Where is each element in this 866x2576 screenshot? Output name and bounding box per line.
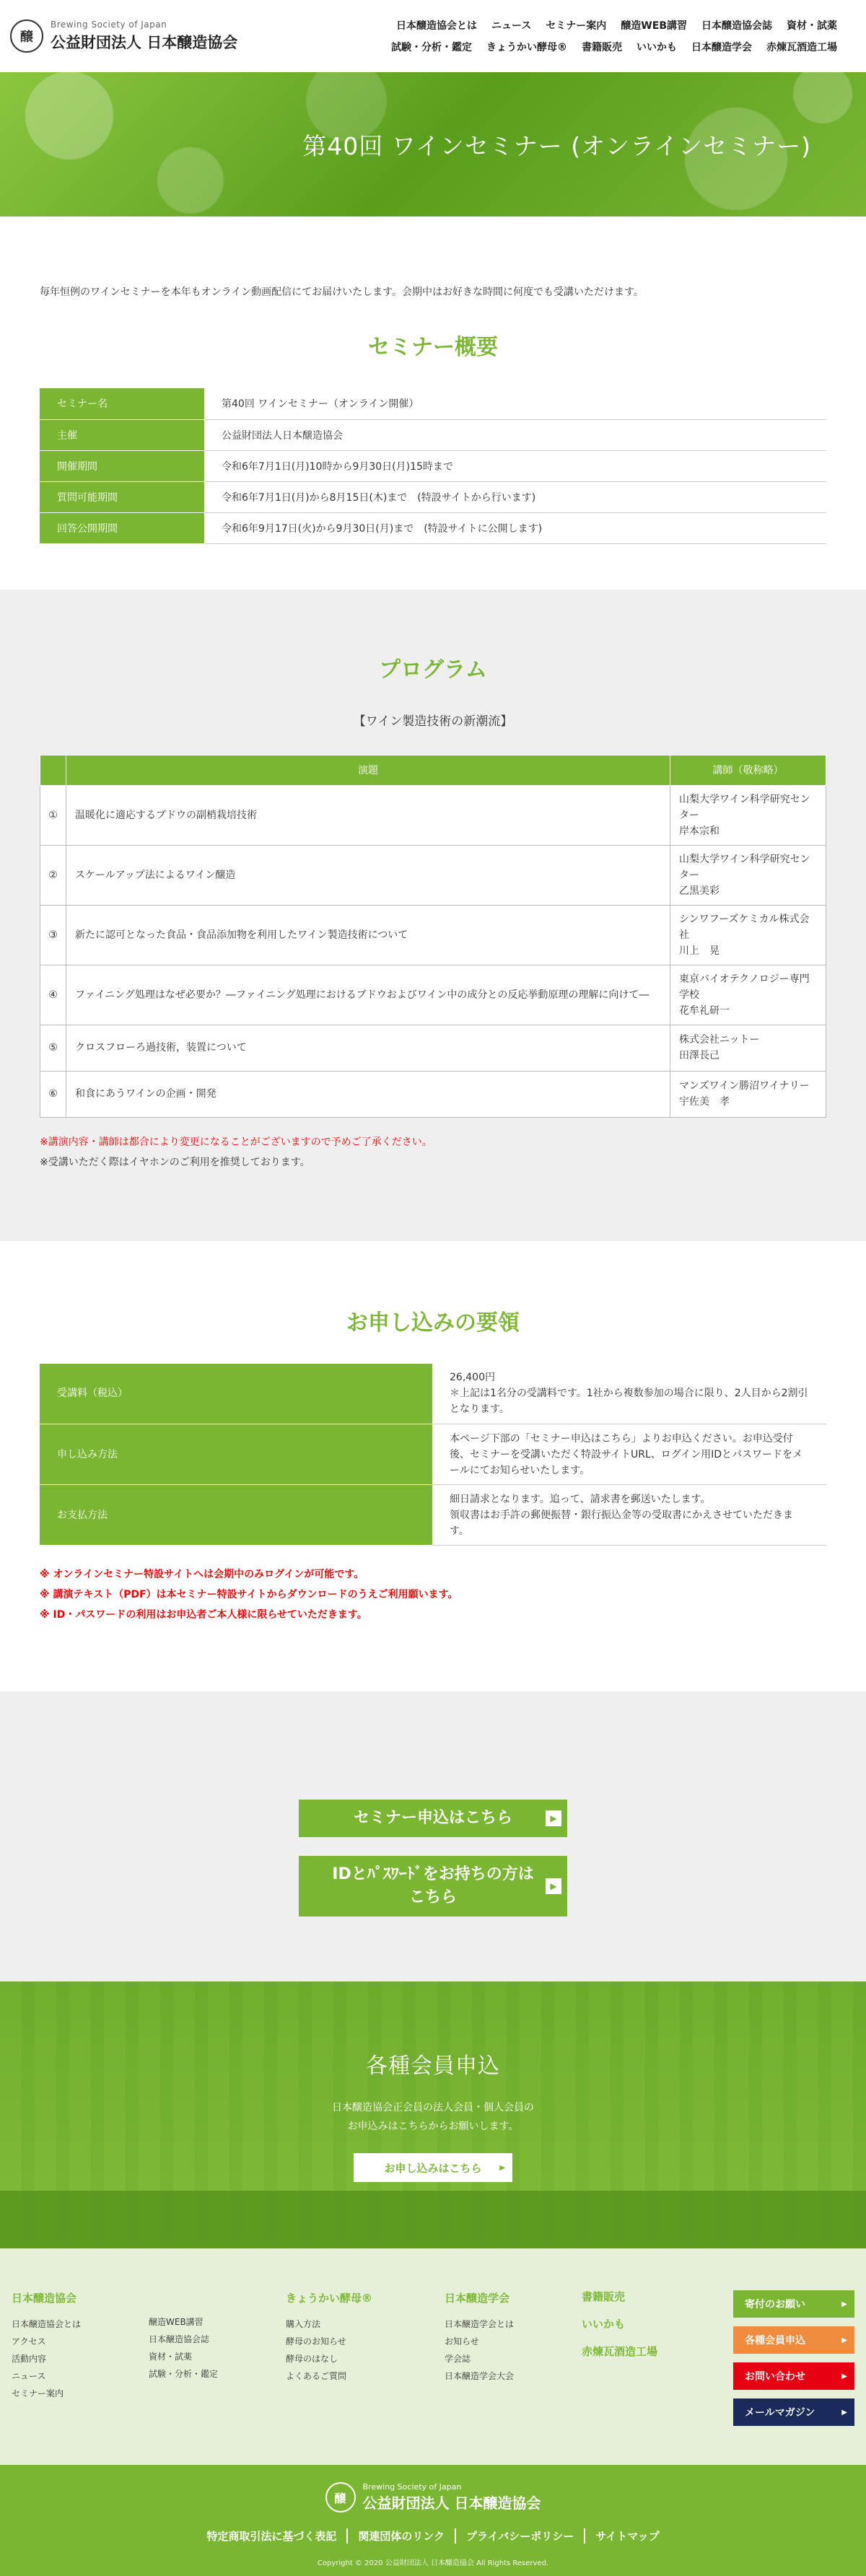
apply-notes xyxy=(40,1564,826,1625)
row-topic: スケールアップ法によるワイン醸造 xyxy=(66,845,670,905)
footer-link[interactable]: 酵母のお知らせ xyxy=(286,2336,346,2347)
program-table xyxy=(40,755,826,1118)
speaker-affil: 株式会社ニットー xyxy=(679,1034,760,1046)
footer-link[interactable]: セミナー案内 xyxy=(12,2388,64,2398)
apply-note: ※ オンラインセミナー特設サイトへは会期中のみログインが可能です。 xyxy=(40,1569,364,1580)
table-row xyxy=(40,512,826,543)
donation-label: 寄付のお願い xyxy=(745,2299,805,2310)
row-label: 回答公開期間 xyxy=(40,512,204,543)
membership-label: 各種会員申込 xyxy=(745,2335,805,2347)
row-label: 申し込み方法 xyxy=(40,1424,432,1485)
footer-col-other xyxy=(582,2283,719,2465)
row-topic: 和食にあうワインの企画・開発 xyxy=(66,1071,670,1117)
row-value: 第40回 ワインセミナー（オンライン開催） xyxy=(204,388,826,419)
site-header xyxy=(0,0,866,72)
speaker-affil: シンワフーズケミカル株式会社 xyxy=(679,913,810,941)
speaker-name: 花牟礼研一 xyxy=(679,1004,730,1017)
arrow-right-icon: ▶ xyxy=(841,2408,847,2417)
nav-item-news[interactable]: ニュース xyxy=(491,20,532,32)
table-row xyxy=(40,419,826,450)
hero-banner xyxy=(0,72,866,216)
logo-text-en: Brewing Society of Japan xyxy=(51,19,167,30)
footer-link[interactable]: 学会誌 xyxy=(445,2354,471,2364)
speaker-name: 宇佐美 孝 xyxy=(679,1096,730,1108)
apply-section xyxy=(0,1241,866,1692)
footer-buttons xyxy=(733,2290,854,2465)
row-label: 受講料（税込） xyxy=(40,1364,432,1424)
arrow-right-icon: ▶ xyxy=(499,2163,505,2172)
logo-text-ja: 公益財団法人 日本醸造協会 xyxy=(51,34,238,51)
fee-amount: 26,400円 xyxy=(450,1372,495,1384)
login-button[interactable] xyxy=(299,1856,567,1916)
row-value: 令和6年7月1日(月)から8月15日(木)まで (特設サイトから行います) xyxy=(204,481,826,512)
payment-line: 領収書はお手許の郵便振替・銀行振込金等の受取書にかえさせていただきます。 xyxy=(450,1509,793,1537)
row-number: ⑥ xyxy=(40,1071,66,1117)
speaker-affil: マンズワイン勝沼ワイナリー xyxy=(679,1080,810,1092)
login-label: IDとﾊﾟｽﾜｰﾄﾞをお持ちの方はこちら xyxy=(332,1865,534,1906)
seminar-apply-button[interactable] xyxy=(299,1800,567,1837)
speaker-name: 乙黒美彩 xyxy=(679,885,720,897)
footer-link[interactable]: 購入方法 xyxy=(286,2319,321,2329)
row-speaker xyxy=(670,1025,826,1071)
footer-link[interactable]: 活動内容 xyxy=(12,2354,47,2364)
footer-logo[interactable] xyxy=(325,2482,541,2513)
nav-item-seminar[interactable]: セミナー案内 xyxy=(546,20,607,32)
row-label: 質問可能期間 xyxy=(40,481,204,512)
nav-item-about[interactable]: 日本醸造協会とは xyxy=(396,20,477,32)
nav-item-web-course[interactable]: 醸造WEB講習 xyxy=(621,20,687,32)
overview-table xyxy=(40,388,826,544)
row-value xyxy=(432,1485,826,1546)
row-speaker xyxy=(670,965,826,1025)
footer-bottom-nav xyxy=(196,2528,669,2544)
arrow-right-icon: ▶ xyxy=(841,2336,847,2344)
nav-item-books[interactable]: 書籍販売 xyxy=(582,42,622,53)
membership-button[interactable] xyxy=(733,2326,854,2354)
table-row xyxy=(40,905,826,965)
row-value: 本ページ下部の「セミナー申込はこちら」よりお申込ください。お申込受付後、セミナーを受講いただく特設サイトURL、ログイン用IDとパスワードをメールにてお知らせいたします。 xyxy=(432,1424,826,1485)
footer-link[interactable]: お知らせ xyxy=(445,2336,479,2347)
nav-item-iikamo[interactable]: いいかも xyxy=(637,42,677,53)
member-apply-label: お申し込みはこちら xyxy=(384,2161,482,2175)
footer-logo-en: Brewing Society of Japan xyxy=(362,2482,462,2492)
footer-col-society xyxy=(445,2290,582,2465)
apply-table xyxy=(40,1364,826,1546)
table-row xyxy=(40,450,826,481)
apply-title: お申し込みの要領 xyxy=(346,1310,520,1336)
speaker-name: 田澤長己 xyxy=(679,1050,720,1061)
footer-col-title[interactable]: 日本醸造学会 xyxy=(445,2292,510,2305)
row-topic: ファイニング処理はなぜ必要か？―ファイニング処理におけるブドウおよびワイン中の成分との反応挙動原理の理解に向けて― xyxy=(66,965,670,1025)
contact-button[interactable] xyxy=(733,2362,854,2390)
footer-link[interactable]: 資材・試薬 xyxy=(149,2352,193,2362)
row-value: 令和6年7月1日(月)10時から9月30日(月)15時まで xyxy=(204,450,826,481)
table-header-row xyxy=(40,755,826,785)
row-label: 開催期間 xyxy=(40,450,204,481)
apply-note: ※ 講演テキスト（PDF）は本セミナー特設サイトからダウンロードのうえご利用願います。 xyxy=(40,1589,458,1600)
arrow-right-icon: ▶ xyxy=(546,1878,561,1894)
row-speaker xyxy=(670,1071,826,1117)
footer-col-services xyxy=(149,2290,286,2465)
footer-logo-ja: 公益財団法人 日本醸造協会 xyxy=(362,2494,541,2512)
footer-link[interactable]: 日本醸造協会とは xyxy=(12,2319,82,2329)
logo-mark: 醸 xyxy=(10,19,43,53)
row-label: セミナー名 xyxy=(40,388,204,419)
program-note-earphone: ※受講いただく際はイヤホンのご利用を推奨しております。 xyxy=(40,1156,310,1168)
table-row xyxy=(40,1025,826,1071)
col-speaker: 講師（敬称略） xyxy=(670,755,826,785)
table-row xyxy=(40,1485,826,1546)
overview-title: セミナー概要 xyxy=(368,335,498,360)
payment-line: 細日請求となります。追って、請求書を郵送いたします。 xyxy=(450,1493,711,1505)
speaker-affil: 東京バイオテクノロジー専門学校 xyxy=(679,973,810,1001)
newsletter-button[interactable] xyxy=(733,2398,854,2426)
site-logo[interactable] xyxy=(10,19,237,53)
footer-bottom xyxy=(0,2465,866,2576)
table-row xyxy=(40,1364,826,1424)
footer-link[interactable]: 醸造WEB講習 xyxy=(149,2317,204,2327)
global-nav xyxy=(391,18,837,54)
fee-note: ＊上記は1名分の受講料です。1社から複数参加の場合に限り、2人目から2割引となります。 xyxy=(450,1388,808,1416)
arrow-right-icon: ▶ xyxy=(841,2372,847,2380)
footer-nav-legal[interactable]: 特定商取引法に基づく表記 xyxy=(206,2530,337,2543)
overview-section xyxy=(0,216,866,544)
copyright: Copyright © 2020 公益財団法人 日本醸造協会 All Rights Reserved. xyxy=(317,2559,549,2567)
member-desc-line: 日本醸造協会正会員の法人会員・個人会員の xyxy=(332,2102,534,2113)
donation-button[interactable] xyxy=(733,2290,854,2318)
table-row xyxy=(40,481,826,512)
footer-col-yeast xyxy=(286,2290,445,2465)
row-number: ④ xyxy=(40,965,66,1025)
intro-text: 毎年恒例のワインセミナーを本年もオンライン動画配信にてお届けいたします。会期中はお好きな時間に何度でも受講いただけます。 xyxy=(40,286,644,298)
footer-link-brewery[interactable]: 赤煉瓦酒造工場 xyxy=(582,2345,658,2358)
row-number: ⑤ xyxy=(40,1025,66,1071)
row-speaker xyxy=(670,845,826,905)
row-number: ③ xyxy=(40,905,66,965)
footer-link[interactable]: アクセス xyxy=(12,2336,46,2347)
footer-col-title[interactable]: きょうかい酵母® xyxy=(286,2292,373,2305)
page-title: 第40回 ワインセミナー (オンラインセミナー) xyxy=(302,131,811,160)
member-desc xyxy=(332,2098,534,2136)
row-topic: 温暖化に適応するブドウの副梢栽培技術 xyxy=(66,785,670,845)
footer-links xyxy=(0,2248,866,2465)
table-row xyxy=(40,388,826,419)
seminar-apply-label: セミナー申込はこちら xyxy=(353,1809,512,1827)
row-value: 公益財団法人日本醸造協会 xyxy=(204,419,826,450)
row-topic: クロスフローろ過技術，装置について xyxy=(66,1025,670,1071)
member-apply-button[interactable] xyxy=(354,2153,512,2182)
row-label: 主催 xyxy=(40,419,204,450)
speaker-name: 川上 晃 xyxy=(679,945,720,957)
apply-note: ※ ID・パスワードの利用はお申込者ご本人様に限らせていただきます。 xyxy=(40,1609,367,1621)
row-speaker xyxy=(670,785,826,845)
footer-link[interactable]: 酵母のはなし xyxy=(286,2354,338,2364)
row-value: 令和6年9月17日(火)から9月30日(月)まで (特設サイトに公開します) xyxy=(204,512,826,543)
member-desc-line: お申込みはこちらからお願いします。 xyxy=(347,2121,519,2132)
nav-item-materials[interactable]: 資材・試薬 xyxy=(787,20,837,32)
speaker-affil: 山梨大学ワイン科学研究センター xyxy=(679,853,810,881)
logo-mark: 醸 xyxy=(325,2482,356,2513)
col-topic: 演題 xyxy=(66,755,670,785)
row-number: ② xyxy=(40,845,66,905)
col-number xyxy=(40,755,66,785)
row-speaker xyxy=(670,905,826,965)
footer-link[interactable]: 日本醸造学会大会 xyxy=(445,2371,515,2381)
footer-link-iikamo[interactable]: いいかも xyxy=(582,2318,626,2331)
row-number: ① xyxy=(40,785,66,845)
arrow-right-icon: ▶ xyxy=(546,1810,561,1826)
table-row xyxy=(40,965,826,1025)
table-row xyxy=(40,785,826,845)
table-row xyxy=(40,1424,826,1485)
contact-label: お問い合わせ xyxy=(745,2371,805,2383)
footer-col-title[interactable]: 日本醸造協会 xyxy=(12,2292,77,2305)
table-row xyxy=(40,845,826,905)
nav-item-yeast[interactable]: きょうかい酵母® xyxy=(486,42,567,53)
cta-section xyxy=(0,1691,866,1981)
footer-nav-sitemap[interactable]: サイトマップ xyxy=(584,2528,669,2544)
nav-item-society[interactable]: 日本醸造学会 xyxy=(691,42,752,53)
footer-link[interactable]: 日本醸造協会誌 xyxy=(149,2334,210,2344)
nav-item-brewery[interactable]: 赤煉瓦酒造工場 xyxy=(766,42,837,53)
program-title: プログラム xyxy=(379,657,487,683)
footer-nav-privacy[interactable]: プライバシーポリシー xyxy=(455,2528,584,2544)
member-banner xyxy=(0,1981,866,2248)
footer-link[interactable]: 日本醸造学会とは xyxy=(445,2319,515,2329)
program-subtitle: 【ワイン製造技術の新潮流】 xyxy=(353,714,513,729)
footer-link[interactable]: よくあるご質問 xyxy=(286,2371,347,2381)
newsletter-label: メールマガジン xyxy=(745,2407,815,2419)
footer-col-association xyxy=(12,2290,149,2465)
speaker-name: 岸本宗和 xyxy=(679,825,720,837)
program-note-change: ※講演内容・講師は都合により変更になることがございますので予めご了承ください。 xyxy=(40,1136,432,1148)
footer-nav-links[interactable]: 関連団体のリンク xyxy=(346,2528,455,2544)
program-section xyxy=(0,590,866,1241)
speaker-affil: 山梨大学ワイン科学研究センター xyxy=(679,793,810,821)
row-value xyxy=(432,1364,826,1424)
row-label: お支払方法 xyxy=(40,1485,432,1546)
footer-link[interactable]: ニュース xyxy=(12,2371,46,2381)
member-title: 各種会員申込 xyxy=(366,2054,500,2079)
row-topic: 新たに認可となった食品・食品添加物を利用したワイン製造技術について xyxy=(66,905,670,965)
footer-link[interactable]: 試験・分析・鑑定 xyxy=(149,2369,219,2379)
table-row xyxy=(40,1071,826,1117)
nav-item-analysis[interactable]: 試験・分析・鑑定 xyxy=(391,42,472,53)
footer-link-books[interactable]: 書籍販売 xyxy=(582,2290,626,2303)
arrow-right-icon: ▶ xyxy=(841,2300,847,2308)
nav-item-journal[interactable]: 日本醸造協会誌 xyxy=(701,20,772,32)
